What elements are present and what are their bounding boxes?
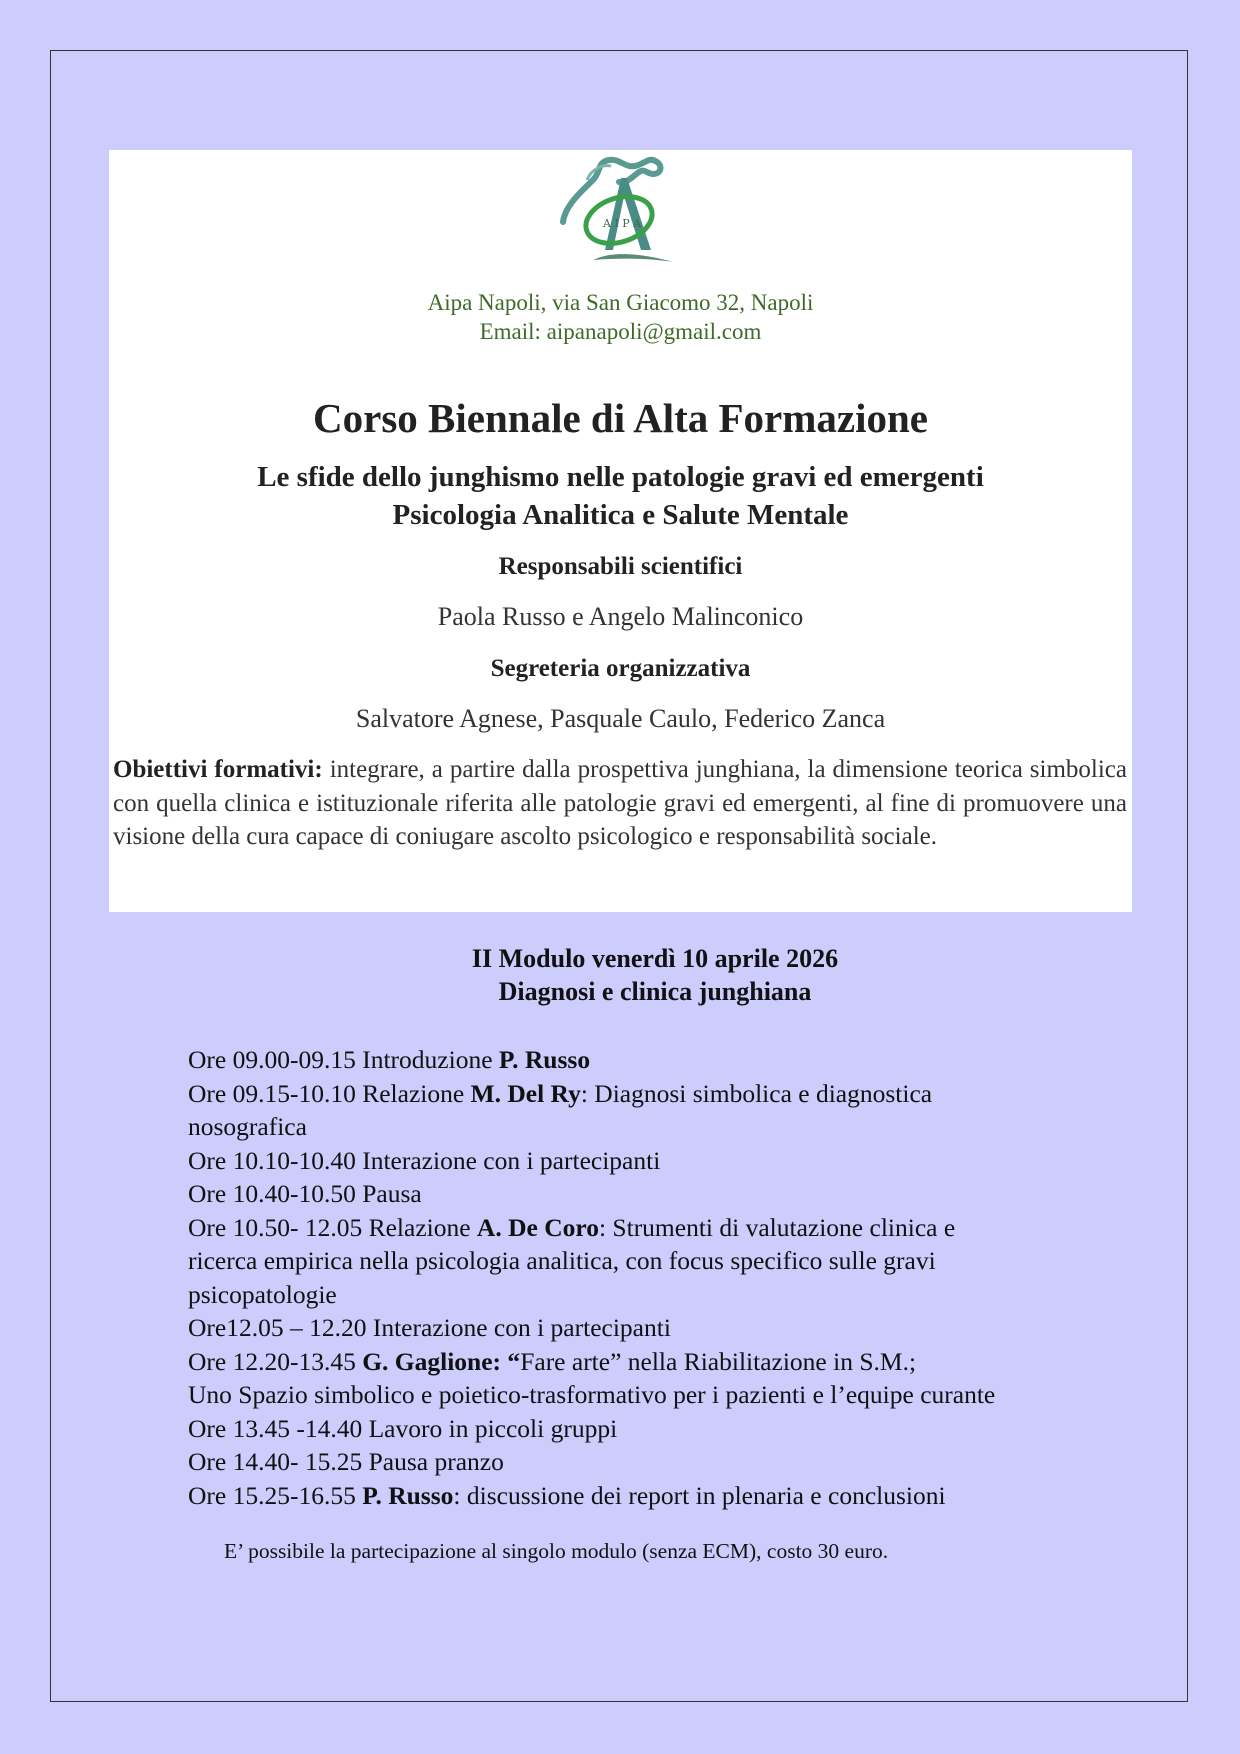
participation-note: E’ possibile la partecipazione al singolo modulo (senza ECM), costo 30 euro. — [224, 1539, 889, 1563]
schedule-row: Ore 14.40- 15.25 Pausa pranzo — [188, 1447, 504, 1476]
aipa-logo — [553, 150, 695, 268]
address: Aipa Napoli, via San Giacomo 32, Napoli — [427, 290, 814, 315]
course-subtitle: Le sfide dello junghismo nelle patologie gravi ed emergenti — [257, 461, 984, 493]
schedule-row: ricerca empirica nella psicologia analitica, con focus specifico sulle gravi — [188, 1246, 936, 1275]
schedule-row: Ore 10.50- 12.05 Relazione A. De Coro: Strumenti di valutazione clinica e — [188, 1212, 956, 1242]
logo-text: A I P A — [603, 217, 642, 230]
schedule-row: Ore 12.20-13.45 G. Gaglione: “Fare arte” nella Riabilitazione in S.M.; — [188, 1346, 917, 1376]
secretariat-heading: Segreteria organizzativa — [490, 655, 751, 682]
schedule-row: Ore12.05 – 12.20 Interazione con i partecipanti — [188, 1313, 671, 1342]
objectives-text: integrare, a partire dalla prospettiva junghiana, la dimensione teorica simbolica con quella clinica e istituzionale riferita alle patologie gravi ed emergenti, al fine di promuovere una visione della cura capace di coniugare ascolto psicologico e responsabilità sociale. — [113, 756, 1127, 850]
schedule-row: Ore 09.15-10.10 Relazione M. Del Ry: Diagnosi simbolica e diagnostica — [188, 1078, 933, 1108]
email: Email: aipanapoli@gmail.com — [479, 319, 762, 344]
module-heading — [335, 942, 975, 1008]
schedule-row: Uno Spazio simbolico e poietico-trasformativo per i pazienti e l’equipe curante — [188, 1380, 996, 1409]
secretariat-names: Salvatore Agnese, Pasquale Caulo, Federico Zanca — [355, 704, 886, 733]
schedule-row: Ore 10.10-10.40 Interazione con i partecipanti — [188, 1145, 661, 1175]
schedule-row: Ore 09.00-09.15 Introduzione P. Russo — [188, 1045, 591, 1074]
schedule-row: Ore 15.25-16.55 P. Russo: discussione dei report in plenaria e conclusioni — [188, 1480, 946, 1510]
course-subtitle-2: Psicologia Analitica e Salute Mentale — [392, 499, 849, 531]
schedule-row: psicopatologie — [188, 1279, 337, 1309]
scientific-names: Paola Russo e Angelo Malinconico — [437, 602, 804, 631]
schedule-row: Ore 10.40-10.50 Pausa — [188, 1179, 422, 1208]
scientific-heading: Responsabili scientifici — [498, 553, 743, 580]
schedule-list — [188, 1043, 1188, 1512]
schedule-row: Ore 13.45 -14.40 Lavoro in piccoli gruppi — [188, 1413, 618, 1443]
schedule-row: nosografica — [188, 1112, 307, 1141]
module-date: II Modulo venerdì 10 aprile 2026 — [471, 944, 839, 973]
objectives-paragraph — [113, 753, 1127, 854]
module-topic: Diagnosi e clinica junghiana — [498, 977, 812, 1006]
course-title: Corso Biennale di Alta Formazione — [313, 395, 928, 441]
objectives-label: Obiettivi formativi: — [113, 756, 323, 783]
